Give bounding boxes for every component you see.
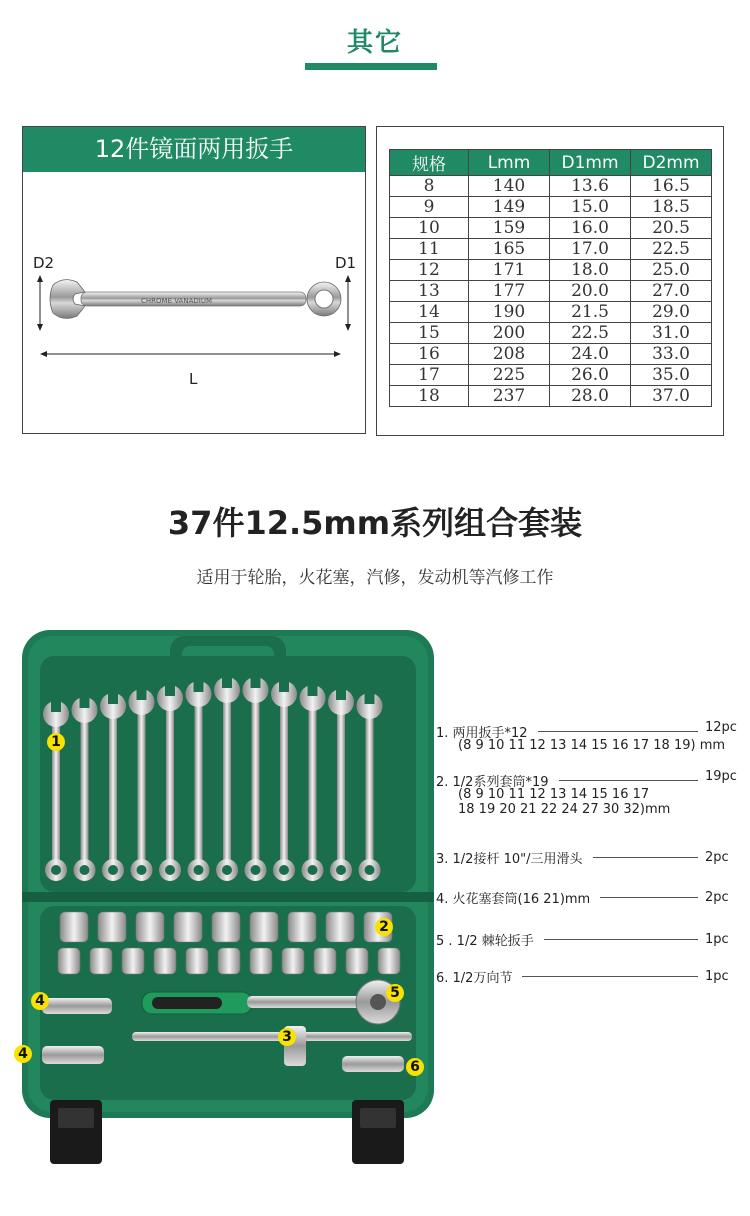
spec-table-panel — [376, 126, 724, 436]
spec-table-row — [390, 260, 712, 281]
spec-cell: 33.0 — [631, 344, 712, 365]
item-leader-line — [600, 897, 698, 898]
spec-cell: 171 — [469, 260, 550, 281]
label-d1: D1 — [335, 254, 357, 272]
spec-cell: 140 — [469, 176, 550, 197]
spec-cell: 200 — [469, 323, 550, 344]
spec-table-body — [390, 176, 712, 407]
spec-header-cell: 规格 — [390, 150, 469, 176]
item-leader-line — [544, 939, 698, 940]
spec-header-cell: D1mm — [550, 150, 631, 176]
item-detail: (8 9 10 11 12 13 14 15 16 17 18 19) mm — [458, 738, 726, 753]
spec-cell: 37.0 — [631, 386, 712, 407]
marker-3: 3 — [278, 1028, 296, 1046]
spec-cell: 22.5 — [631, 239, 712, 260]
wrench-engraving: CHROME VANADIUM — [141, 297, 212, 305]
wrench-illustration — [23, 172, 365, 372]
item-label: 3. 1/2接杆 10"/三用滑头 — [436, 852, 583, 867]
spec-cell: 13 — [390, 281, 469, 302]
spec-cell: 29.0 — [631, 302, 712, 323]
spec-cell: 27.0 — [631, 281, 712, 302]
spec-table-row — [390, 176, 712, 197]
spec-cell: 177 — [469, 281, 550, 302]
tool-case-illustration — [22, 630, 434, 1170]
label-l: L — [189, 370, 198, 388]
spec-table — [389, 149, 712, 407]
spec-cell: 149 — [469, 197, 550, 218]
marker-4a: 4 — [31, 992, 49, 1010]
spec-cell: 26.0 — [550, 365, 631, 386]
spec-cell: 208 — [469, 344, 550, 365]
spec-cell: 12 — [390, 260, 469, 281]
spec-cell: 11 — [390, 239, 469, 260]
spec-cell: 13.6 — [550, 176, 631, 197]
spec-cell: 21.5 — [550, 302, 631, 323]
section-title: 其它 — [346, 28, 403, 58]
spec-header-cell: Lmm — [469, 150, 550, 176]
item-detail: 18 19 20 21 22 24 27 30 32)mm — [458, 802, 671, 817]
spec-cell: 22.5 — [550, 323, 631, 344]
spec-cell: 16 — [390, 344, 469, 365]
item-quantity: 19pc — [705, 769, 737, 784]
item-detail: (8 9 10 11 12 13 14 15 16 17 — [458, 787, 650, 802]
spec-cell: 190 — [469, 302, 550, 323]
label-d2: D2 — [33, 254, 55, 272]
spec-cell: 10 — [390, 218, 469, 239]
spec-cell: 31.0 — [631, 323, 712, 344]
section-underline — [305, 63, 437, 70]
item-label: 6. 1/2万向节 — [436, 971, 513, 986]
spec-cell: 9 — [390, 197, 469, 218]
item-label: 4. 火花塞套筒(16 21)mm — [436, 892, 591, 907]
item-quantity: 12pc — [705, 720, 737, 735]
spec-cell: 28.0 — [550, 386, 631, 407]
spec-table-row — [390, 218, 712, 239]
marker-5: 5 — [386, 984, 404, 1002]
spec-table-row — [390, 302, 712, 323]
spec-header-cell: D2mm — [631, 150, 712, 176]
spec-table-row — [390, 197, 712, 218]
item-leader-line — [522, 976, 698, 977]
item-label: 5 . 1/2 棘轮扳手 — [436, 934, 534, 949]
spec-table-row — [390, 344, 712, 365]
item-quantity: 1pc — [705, 932, 729, 947]
spec-cell: 18.0 — [550, 260, 631, 281]
spec-cell: 15.0 — [550, 197, 631, 218]
item-quantity: 2pc — [705, 850, 729, 865]
spec-table-row — [390, 239, 712, 260]
wrench-panel-title: 12件镜面两用扳手 — [23, 127, 365, 172]
marker-2: 2 — [375, 918, 393, 936]
item-leader-line — [538, 731, 698, 732]
item-leader-line — [559, 780, 699, 781]
spec-cell: 18 — [390, 386, 469, 407]
item-label: 2. 1/2系列套筒*19 — [436, 775, 549, 790]
item-leader-line — [593, 857, 699, 858]
main-heading: 37件12.5mm系列组合套装 — [167, 504, 583, 542]
spec-cell: 165 — [469, 239, 550, 260]
spec-cell: 17 — [390, 365, 469, 386]
spec-table-row — [390, 323, 712, 344]
spec-cell: 24.0 — [550, 344, 631, 365]
spec-cell: 16.5 — [631, 176, 712, 197]
spec-cell: 237 — [469, 386, 550, 407]
spec-cell: 35.0 — [631, 365, 712, 386]
spec-cell: 225 — [469, 365, 550, 386]
spec-cell: 159 — [469, 218, 550, 239]
spec-cell: 18.5 — [631, 197, 712, 218]
spec-cell: 15 — [390, 323, 469, 344]
spec-cell: 25.0 — [631, 260, 712, 281]
item-quantity: 1pc — [705, 969, 729, 984]
spec-cell: 14 — [390, 302, 469, 323]
marker-4b: 4 — [14, 1045, 32, 1063]
spec-cell: 8 — [390, 176, 469, 197]
item-label: 1. 两用扳手*12 — [436, 726, 528, 741]
item-quantity: 2pc — [705, 890, 729, 905]
wrench-diagram-panel — [22, 126, 366, 434]
spec-cell: 20.5 — [631, 218, 712, 239]
spec-table-row — [390, 386, 712, 407]
sub-heading: 适用于轮胎，火花塞，汽修，发动机等汽修工作 — [196, 568, 554, 588]
spec-cell: 17.0 — [550, 239, 631, 260]
spec-table-row — [390, 281, 712, 302]
spec-cell: 16.0 — [550, 218, 631, 239]
marker-6: 6 — [406, 1058, 424, 1076]
spec-cell: 20.0 — [550, 281, 631, 302]
spec-table-row — [390, 365, 712, 386]
spec-table-header — [390, 150, 712, 176]
marker-1: 1 — [47, 733, 65, 751]
